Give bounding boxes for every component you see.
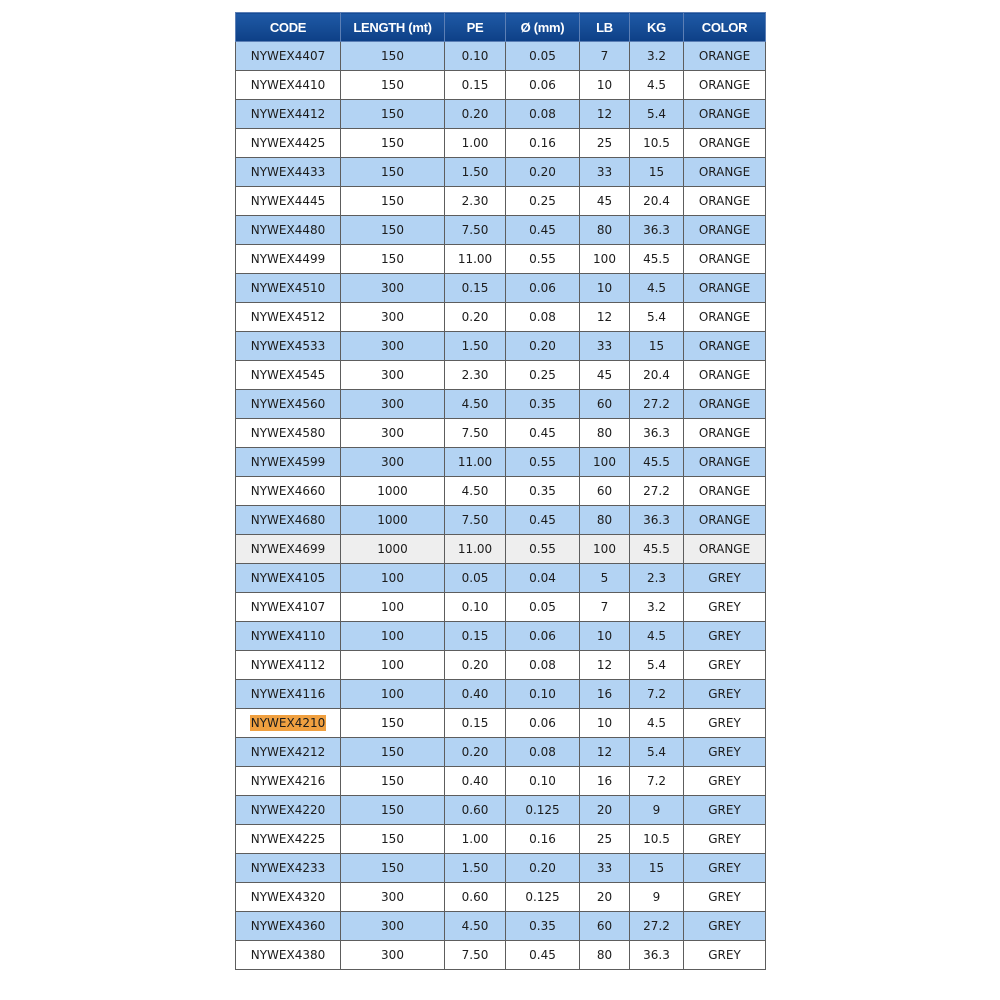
cell-color: GREY (684, 593, 766, 622)
cell-code: NYWEX4480 (236, 216, 341, 245)
cell-kg: 5.4 (630, 651, 684, 680)
cell-color: GREY (684, 680, 766, 709)
cell-diameter: 0.10 (506, 680, 580, 709)
cell-color: GREY (684, 651, 766, 680)
cell-lb: 25 (580, 129, 630, 158)
cell-kg: 10.5 (630, 825, 684, 854)
cell-code: NYWEX4110 (236, 622, 341, 651)
cell-diameter: 0.05 (506, 42, 580, 71)
cell-diameter: 0.55 (506, 245, 580, 274)
cell-code: NYWEX4220 (236, 796, 341, 825)
table-row (236, 390, 766, 419)
cell-pe: 0.05 (445, 564, 506, 593)
cell-color: ORANGE (684, 274, 766, 303)
cell-color: ORANGE (684, 129, 766, 158)
cell-kg: 4.5 (630, 71, 684, 100)
cell-length: 300 (341, 419, 445, 448)
cell-diameter: 0.05 (506, 593, 580, 622)
cell-color: ORANGE (684, 216, 766, 245)
cell-code: NYWEX4225 (236, 825, 341, 854)
cell-color: ORANGE (684, 100, 766, 129)
cell-pe: 0.15 (445, 622, 506, 651)
cell-diameter: 0.08 (506, 738, 580, 767)
cell-code: NYWEX4512 (236, 303, 341, 332)
cell-length: 150 (341, 738, 445, 767)
table-row (236, 129, 766, 158)
cell-diameter: 0.25 (506, 187, 580, 216)
cell-kg: 4.5 (630, 274, 684, 303)
cell-pe: 0.60 (445, 883, 506, 912)
cell-color: GREY (684, 709, 766, 738)
cell-lb: 20 (580, 796, 630, 825)
cell-diameter: 0.10 (506, 767, 580, 796)
cell-color: GREY (684, 767, 766, 796)
cell-length: 150 (341, 796, 445, 825)
cell-color: GREY (684, 564, 766, 593)
cell-length: 300 (341, 303, 445, 332)
cell-diameter: 0.35 (506, 912, 580, 941)
cell-length: 150 (341, 216, 445, 245)
cell-kg: 15 (630, 158, 684, 187)
cell-color: ORANGE (684, 42, 766, 71)
cell-kg: 20.4 (630, 187, 684, 216)
cell-diameter: 0.55 (506, 448, 580, 477)
cell-length: 1000 (341, 477, 445, 506)
cell-color: ORANGE (684, 245, 766, 274)
table-row (236, 593, 766, 622)
cell-length: 150 (341, 825, 445, 854)
cell-color: GREY (684, 941, 766, 970)
cell-lb: 10 (580, 622, 630, 651)
table-row (236, 564, 766, 593)
table-row (236, 71, 766, 100)
cell-kg: 36.3 (630, 506, 684, 535)
cell-code: NYWEX4499 (236, 245, 341, 274)
cell-length: 300 (341, 912, 445, 941)
cell-diameter: 0.45 (506, 216, 580, 245)
cell-kg: 4.5 (630, 622, 684, 651)
cell-kg: 27.2 (630, 912, 684, 941)
cell-lb: 25 (580, 825, 630, 854)
cell-pe: 0.20 (445, 100, 506, 129)
cell-code: NYWEX4410 (236, 71, 341, 100)
cell-color: GREY (684, 854, 766, 883)
cell-kg: 7.2 (630, 767, 684, 796)
table-row (236, 796, 766, 825)
cell-pe: 1.00 (445, 825, 506, 854)
table-row (236, 825, 766, 854)
cell-lb: 60 (580, 390, 630, 419)
cell-kg: 15 (630, 854, 684, 883)
table-row (236, 535, 766, 564)
cell-code: NYWEX4112 (236, 651, 341, 680)
table-row (236, 883, 766, 912)
cell-kg: 7.2 (630, 680, 684, 709)
cell-length: 150 (341, 129, 445, 158)
table-row (236, 332, 766, 361)
cell-code (236, 709, 341, 738)
cell-color: GREY (684, 883, 766, 912)
cell-pe: 0.20 (445, 303, 506, 332)
cell-code: NYWEX4116 (236, 680, 341, 709)
cell-code: NYWEX4412 (236, 100, 341, 129)
cell-lb: 45 (580, 187, 630, 216)
cell-diameter: 0.35 (506, 477, 580, 506)
cell-color: ORANGE (684, 361, 766, 390)
cell-length: 150 (341, 187, 445, 216)
table-row (236, 42, 766, 71)
cell-diameter: 0.08 (506, 651, 580, 680)
cell-lb: 33 (580, 158, 630, 187)
cell-code: NYWEX4580 (236, 419, 341, 448)
cell-lb: 80 (580, 216, 630, 245)
cell-diameter: 0.06 (506, 274, 580, 303)
cell-kg: 2.3 (630, 564, 684, 593)
cell-kg: 3.2 (630, 593, 684, 622)
cell-color: GREY (684, 738, 766, 767)
cell-pe: 0.60 (445, 796, 506, 825)
cell-length: 100 (341, 651, 445, 680)
cell-code: NYWEX4560 (236, 390, 341, 419)
table-body (236, 42, 766, 970)
cell-color: ORANGE (684, 477, 766, 506)
cell-pe: 11.00 (445, 448, 506, 477)
header-length: LENGTH (mt) (341, 13, 445, 42)
cell-length: 150 (341, 158, 445, 187)
cell-lb: 10 (580, 709, 630, 738)
cell-pe: 0.40 (445, 767, 506, 796)
cell-lb: 45 (580, 361, 630, 390)
cell-pe: 4.50 (445, 390, 506, 419)
table-row (236, 187, 766, 216)
cell-color: ORANGE (684, 332, 766, 361)
cell-code: NYWEX4699 (236, 535, 341, 564)
cell-pe: 7.50 (445, 941, 506, 970)
cell-pe: 7.50 (445, 216, 506, 245)
cell-pe: 2.30 (445, 361, 506, 390)
cell-color: GREY (684, 825, 766, 854)
cell-diameter: 0.16 (506, 129, 580, 158)
cell-diameter: 0.125 (506, 883, 580, 912)
cell-pe: 11.00 (445, 245, 506, 274)
cell-color: ORANGE (684, 506, 766, 535)
cell-length: 150 (341, 71, 445, 100)
cell-lb: 33 (580, 854, 630, 883)
spec-table (235, 12, 766, 970)
cell-code: NYWEX4545 (236, 361, 341, 390)
cell-length: 150 (341, 100, 445, 129)
cell-code: NYWEX4407 (236, 42, 341, 71)
cell-length: 150 (341, 709, 445, 738)
cell-kg: 27.2 (630, 477, 684, 506)
cell-code: NYWEX4599 (236, 448, 341, 477)
cell-diameter: 0.06 (506, 709, 580, 738)
cell-pe: 0.10 (445, 42, 506, 71)
cell-kg: 27.2 (630, 390, 684, 419)
cell-length: 150 (341, 245, 445, 274)
header-color: COLOR (684, 13, 766, 42)
cell-pe: 0.20 (445, 651, 506, 680)
cell-lb: 33 (580, 332, 630, 361)
cell-diameter: 0.45 (506, 506, 580, 535)
cell-diameter: 0.08 (506, 303, 580, 332)
cell-lb: 16 (580, 680, 630, 709)
cell-code: NYWEX4680 (236, 506, 341, 535)
table-row (236, 361, 766, 390)
cell-pe: 4.50 (445, 912, 506, 941)
cell-code: NYWEX4510 (236, 274, 341, 303)
table-row (236, 680, 766, 709)
cell-lb: 20 (580, 883, 630, 912)
cell-lb: 7 (580, 593, 630, 622)
cell-lb: 100 (580, 535, 630, 564)
highlighted-code: NYWEX4210 (250, 716, 326, 730)
cell-pe: 0.40 (445, 680, 506, 709)
cell-pe: 0.15 (445, 71, 506, 100)
cell-kg: 3.2 (630, 42, 684, 71)
cell-lb: 16 (580, 767, 630, 796)
cell-diameter: 0.45 (506, 419, 580, 448)
cell-lb: 12 (580, 651, 630, 680)
cell-diameter: 0.20 (506, 158, 580, 187)
cell-color: ORANGE (684, 535, 766, 564)
cell-length: 100 (341, 593, 445, 622)
header-kg: KG (630, 13, 684, 42)
cell-diameter: 0.06 (506, 71, 580, 100)
cell-pe: 0.10 (445, 593, 506, 622)
cell-length: 300 (341, 883, 445, 912)
table-row (236, 651, 766, 680)
cell-kg: 36.3 (630, 419, 684, 448)
cell-color: ORANGE (684, 158, 766, 187)
cell-code: NYWEX4660 (236, 477, 341, 506)
cell-pe: 0.15 (445, 274, 506, 303)
cell-length: 300 (341, 390, 445, 419)
table-row (236, 274, 766, 303)
table-row (236, 477, 766, 506)
table-row (236, 158, 766, 187)
table-row (236, 100, 766, 129)
cell-kg: 15 (630, 332, 684, 361)
cell-code: NYWEX4533 (236, 332, 341, 361)
cell-code: NYWEX4433 (236, 158, 341, 187)
header-diameter: Ø (mm) (506, 13, 580, 42)
cell-lb: 60 (580, 912, 630, 941)
cell-diameter: 0.55 (506, 535, 580, 564)
cell-kg: 5.4 (630, 303, 684, 332)
cell-kg: 10.5 (630, 129, 684, 158)
cell-lb: 5 (580, 564, 630, 593)
cell-color: GREY (684, 622, 766, 651)
cell-code: NYWEX4105 (236, 564, 341, 593)
cell-color: GREY (684, 796, 766, 825)
cell-length: 100 (341, 564, 445, 593)
cell-color: ORANGE (684, 419, 766, 448)
cell-code: NYWEX4360 (236, 912, 341, 941)
cell-color: ORANGE (684, 303, 766, 332)
cell-pe: 7.50 (445, 506, 506, 535)
cell-pe: 0.20 (445, 738, 506, 767)
cell-kg: 5.4 (630, 100, 684, 129)
cell-color: ORANGE (684, 390, 766, 419)
cell-lb: 12 (580, 738, 630, 767)
cell-length: 300 (341, 448, 445, 477)
cell-lb: 10 (580, 71, 630, 100)
cell-code: NYWEX4216 (236, 767, 341, 796)
cell-diameter: 0.20 (506, 854, 580, 883)
cell-lb: 80 (580, 941, 630, 970)
cell-length: 300 (341, 361, 445, 390)
cell-length: 150 (341, 767, 445, 796)
cell-pe: 11.00 (445, 535, 506, 564)
cell-lb: 80 (580, 419, 630, 448)
cell-kg: 36.3 (630, 216, 684, 245)
cell-pe: 1.00 (445, 129, 506, 158)
table-row (236, 709, 766, 738)
cell-code: NYWEX4107 (236, 593, 341, 622)
cell-code: NYWEX4380 (236, 941, 341, 970)
table-row (236, 622, 766, 651)
cell-color: ORANGE (684, 448, 766, 477)
cell-diameter: 0.35 (506, 390, 580, 419)
cell-kg: 9 (630, 883, 684, 912)
cell-lb: 12 (580, 100, 630, 129)
cell-color: ORANGE (684, 71, 766, 100)
header-lb: LB (580, 13, 630, 42)
cell-pe: 0.15 (445, 709, 506, 738)
cell-lb: 100 (580, 245, 630, 274)
cell-color: ORANGE (684, 187, 766, 216)
cell-length: 300 (341, 274, 445, 303)
table-row (236, 912, 766, 941)
header-pe: PE (445, 13, 506, 42)
cell-diameter: 0.45 (506, 941, 580, 970)
cell-code: NYWEX4212 (236, 738, 341, 767)
spec-table-container (235, 12, 765, 970)
cell-length: 300 (341, 941, 445, 970)
table-row (236, 245, 766, 274)
cell-pe: 1.50 (445, 854, 506, 883)
cell-length: 100 (341, 680, 445, 709)
cell-code: NYWEX4233 (236, 854, 341, 883)
table-row (236, 854, 766, 883)
cell-code: NYWEX4320 (236, 883, 341, 912)
cell-diameter: 0.20 (506, 332, 580, 361)
table-header-row (236, 13, 766, 42)
cell-kg: 5.4 (630, 738, 684, 767)
cell-length: 150 (341, 854, 445, 883)
cell-length: 1000 (341, 535, 445, 564)
table-row (236, 941, 766, 970)
cell-lb: 7 (580, 42, 630, 71)
cell-length: 100 (341, 622, 445, 651)
table-row (236, 506, 766, 535)
table-row (236, 738, 766, 767)
cell-diameter: 0.25 (506, 361, 580, 390)
table-row (236, 216, 766, 245)
header-code: CODE (236, 13, 341, 42)
cell-code: NYWEX4425 (236, 129, 341, 158)
cell-diameter: 0.125 (506, 796, 580, 825)
cell-pe: 1.50 (445, 158, 506, 187)
cell-length: 1000 (341, 506, 445, 535)
cell-kg: 20.4 (630, 361, 684, 390)
cell-length: 150 (341, 42, 445, 71)
cell-diameter: 0.06 (506, 622, 580, 651)
cell-pe: 1.50 (445, 332, 506, 361)
cell-lb: 12 (580, 303, 630, 332)
table-row (236, 303, 766, 332)
cell-kg: 36.3 (630, 941, 684, 970)
cell-kg: 9 (630, 796, 684, 825)
cell-lb: 60 (580, 477, 630, 506)
table-row (236, 419, 766, 448)
cell-pe: 2.30 (445, 187, 506, 216)
cell-diameter: 0.04 (506, 564, 580, 593)
cell-kg: 45.5 (630, 448, 684, 477)
cell-pe: 7.50 (445, 419, 506, 448)
cell-kg: 4.5 (630, 709, 684, 738)
cell-length: 300 (341, 332, 445, 361)
cell-diameter: 0.16 (506, 825, 580, 854)
cell-pe: 4.50 (445, 477, 506, 506)
cell-kg: 45.5 (630, 535, 684, 564)
cell-lb: 100 (580, 448, 630, 477)
cell-code: NYWEX4445 (236, 187, 341, 216)
cell-kg: 45.5 (630, 245, 684, 274)
table-row (236, 767, 766, 796)
cell-lb: 80 (580, 506, 630, 535)
cell-diameter: 0.08 (506, 100, 580, 129)
table-row (236, 448, 766, 477)
cell-lb: 10 (580, 274, 630, 303)
cell-color: GREY (684, 912, 766, 941)
